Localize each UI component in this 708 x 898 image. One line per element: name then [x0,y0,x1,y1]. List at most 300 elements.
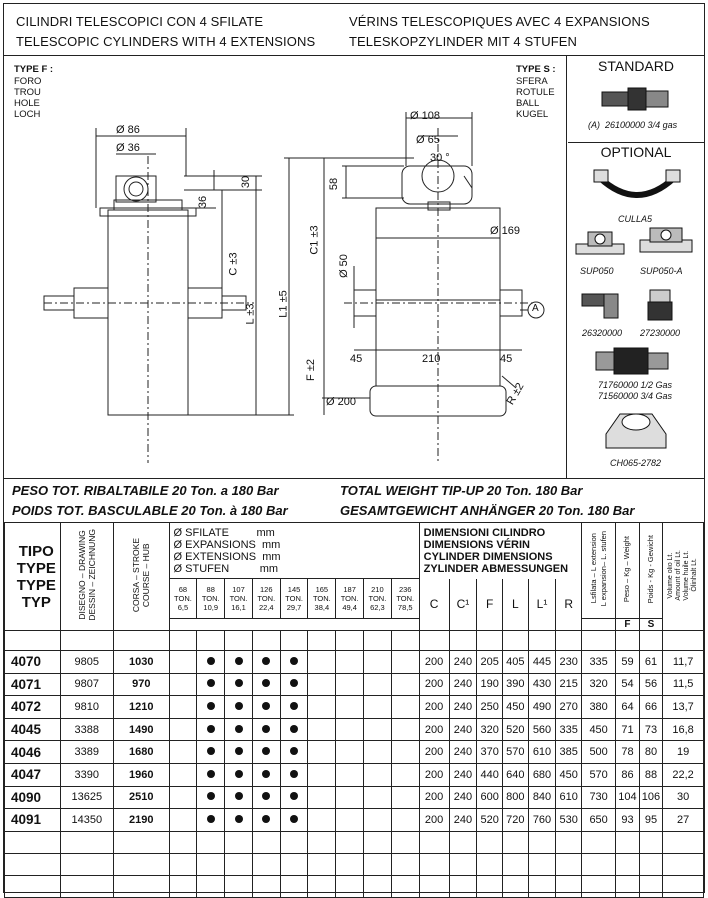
drawing-number: 9805 [60,651,113,674]
extension-cell [197,741,225,764]
dim-c1: 240 [449,651,477,674]
extension-cell [225,673,253,696]
dim-d86: Ø 86 [116,124,140,136]
extension-cell [169,651,197,674]
extension-dot [235,815,243,823]
extension-cell [336,786,364,809]
dim-c1: 240 [449,718,477,741]
table-row [5,651,704,674]
extension-cell [364,651,392,674]
ext-length: 570 [582,763,616,786]
dim-c: 200 [419,786,449,809]
extension-cell [169,696,197,719]
extension-cell [252,809,280,832]
weight-en: TOTAL WEIGHT TIP-UP 20 Ton. 180 Bar [340,483,583,498]
extension-cell [197,809,225,832]
extension-cell [336,696,364,719]
drawing-number: 9810 [60,696,113,719]
extension-cell [280,673,308,696]
dim-c: 200 [419,763,449,786]
weight-f-label: F [616,619,640,631]
item-26320000: 26320000 [582,328,623,338]
bracket-icon [602,404,670,454]
dim-r: 450 [556,763,582,786]
item-71560000: 71560000 3/4 Gas [598,391,673,401]
dim-c1: 240 [449,809,477,832]
extension-dot [290,747,298,755]
item-ch065: CH065-2782 [610,458,662,468]
extension-dot [290,815,298,823]
panel-divider [566,56,567,478]
dim-c: 200 [419,651,449,674]
dim-36: 36 [197,195,210,209]
extension-dot [262,725,270,733]
spec-table [4,522,704,898]
dim-l1: 430 [528,673,556,696]
spec-rows [5,651,704,832]
oil-volume: 22,2 [663,763,704,786]
type-f-line-4: LOCH [14,109,41,120]
title-it: CILINDRI TELESCOPICI CON 4 SFILATE [16,14,264,29]
dim-l: 570 [502,741,528,764]
drawing-header: DISEGNO – DRAWING DESSIN – ZEICHNUNG [60,523,113,631]
dim-f: 205 [477,651,503,674]
tipo-header: TIPO TYPE TYPE TYP [5,523,61,631]
cradle-icon [592,166,682,208]
dim-col-l: L [502,579,528,631]
dim-30: 30 [240,175,253,189]
extension-cell [280,809,308,832]
extension-cell [336,651,364,674]
extension-cell [225,651,253,674]
extension-dot [262,679,270,687]
ext-col-3: 107 TON. 16,1 [225,579,253,619]
extension-dot [207,747,215,755]
weight-f: 59 [616,651,640,674]
ext-length: 730 [582,786,616,809]
extension-cell [336,809,364,832]
dim-c1: 240 [449,673,477,696]
panel-separator [568,142,704,143]
standard-title: STANDARD [598,58,674,74]
weight-f: 86 [616,763,640,786]
weight-s-label: S [639,619,663,631]
technical-drawing [4,58,566,476]
dim-d50: Ø 50 [337,254,350,278]
item-sup050a: SUP050-A [640,266,683,276]
dim-r: 530 [556,809,582,832]
item-culla5: CULLA5 [618,214,653,224]
drawing-number: 3390 [60,763,113,786]
extension-dot [207,815,215,823]
dim-45-left: 45 [350,353,363,365]
type-code: 4071 [5,673,61,696]
weight-s: 61 [639,651,663,674]
title-fr: VÉRINS TELESCOPIQUES AVEC 4 EXPANSIONS [349,14,650,29]
ext-length: 320 [582,673,616,696]
extension-dot [235,679,243,687]
extension-cell [280,786,308,809]
dim-d108: Ø 108 [410,110,440,122]
dim-c1: C1 ±3 [308,225,321,255]
extension-dot [290,792,298,800]
extension-dot [290,702,298,710]
extension-dot [235,725,243,733]
extension-dot [235,792,243,800]
stroke-value: 1210 [113,696,169,719]
dim-l: 450 [502,696,528,719]
ext-length: 650 [582,809,616,832]
dim-f: 600 [477,786,503,809]
extension-cell [364,786,392,809]
extension-cell [391,763,419,786]
dim-r: 385 [556,741,582,764]
type-code: 4047 [5,763,61,786]
weight-f: 54 [616,673,640,696]
extension-cell [308,741,336,764]
section-divider [3,478,705,479]
ext-col-6: 165 TON. 38,4 [308,579,336,619]
oil-volume-header: Volume olio Lt. Amount of oil Lt. Volume huile Lt. Ölinhalt Lt. [663,523,704,631]
extension-cell [197,718,225,741]
extension-dot [207,657,215,665]
stroke-value: 1030 [113,651,169,674]
extension-dot [207,725,215,733]
extension-cell [336,718,364,741]
support-icon [574,228,626,258]
extension-dot [207,792,215,800]
extension-dot [262,792,270,800]
item-27230000: 27230000 [640,328,681,338]
dim-l: L ±3 [244,303,257,325]
weight-f: 71 [616,718,640,741]
extension-cell [169,763,197,786]
type-f-line-2: TROU [14,87,41,98]
ext-col-4: 126 TON. 22,4 [252,579,280,619]
weight-s: 56 [639,673,663,696]
extension-cell [169,786,197,809]
extension-cell [308,786,336,809]
extension-dot [262,657,270,665]
extension-cell [280,763,308,786]
extension-cell [364,763,392,786]
extension-cell [364,741,392,764]
blank-row [5,631,704,651]
table-row [5,741,704,764]
stroke-value: 1680 [113,741,169,764]
extension-cell [252,741,280,764]
weight-s: 95 [639,809,663,832]
weight-it: PESO TOT. RIBALTABILE 20 Ton. a 180 Bar [12,483,279,498]
grease-nipple-icon [598,82,674,116]
extension-cell [197,763,225,786]
extension-cell [391,651,419,674]
dim-angle: 30 ° [430,152,450,164]
extension-dot [262,770,270,778]
dim-l: 720 [502,809,528,832]
dim-l1: 490 [528,696,556,719]
ext-length: 450 [582,718,616,741]
oil-volume: 11,5 [663,673,704,696]
stroke-value: 1490 [113,718,169,741]
extension-cell [308,809,336,832]
weight-f: 78 [616,741,640,764]
dim-r: 610 [556,786,582,809]
type-f-line-1: FORO [14,76,42,87]
drawing-number: 3388 [60,718,113,741]
stroke-value: 1960 [113,763,169,786]
drawing-number: 14350 [60,809,113,832]
extension-cell [364,696,392,719]
extension-dot [262,702,270,710]
oil-volume: 27 [663,809,704,832]
weight-f: 64 [616,696,640,719]
dim-210: 210 [422,353,441,365]
dim-l: 520 [502,718,528,741]
extension-cell [391,809,419,832]
standard-caption: (A) 26100000 3/4 gas [588,120,678,130]
header-row-1 [5,523,704,579]
extension-cell [364,718,392,741]
extension-cell [197,651,225,674]
extension-dot [290,679,298,687]
extension-dot [235,747,243,755]
extension-dot [207,770,215,778]
dim-l1: 445 [528,651,556,674]
extension-cell [336,673,364,696]
extension-cell [280,651,308,674]
extension-cell [169,718,197,741]
dim-r: 335 [556,718,582,741]
dim-c: 200 [419,718,449,741]
extension-cell [280,718,308,741]
extension-cell [225,809,253,832]
type-code: 4070 [5,651,61,674]
extension-cell [197,673,225,696]
support-a-icon [638,226,694,258]
weight-f: 104 [616,786,640,809]
extension-cell [252,673,280,696]
dim-col-c1: C¹ [449,579,477,631]
extension-dot [207,679,215,687]
extension-cell [391,786,419,809]
title-de: TELESKOPZYLINDER MIT 4 STUFEN [349,34,578,49]
extension-cell [225,763,253,786]
weight-s: 73 [639,718,663,741]
extension-cell [252,786,280,809]
weight-s: 106 [639,786,663,809]
ext-col-5: 145 TON. 29,7 [280,579,308,619]
weight-fr: POIDS TOT. BASCULABLE 20 Ton. à 180 Bar [12,503,288,518]
dim-l1: 840 [528,786,556,809]
dim-c1: 240 [449,786,477,809]
extension-cell [336,741,364,764]
table-row [5,696,704,719]
dim-f: 520 [477,809,503,832]
extension-dot [235,702,243,710]
extension-dot [290,657,298,665]
cylinder-drawing-svg [4,58,566,476]
dim-l1: 610 [528,741,556,764]
ext-spacer [169,619,419,631]
extension-cell [391,718,419,741]
extension-cell [364,673,392,696]
extension-cell [225,741,253,764]
ext-length: 335 [582,651,616,674]
weight-s: 88 [639,763,663,786]
elbow-fitting-icon [580,288,624,322]
extension-cell [308,696,336,719]
dim-f: 250 [477,696,503,719]
ext-col-2: 88 TON. 10,9 [197,579,225,619]
ext-length-spacer [582,619,616,631]
type-code: 4045 [5,718,61,741]
extension-cell [225,696,253,719]
dim-d36: Ø 36 [116,142,140,154]
weight-f: 93 [616,809,640,832]
dim-d200: Ø 200 [326,396,356,408]
extension-cell [169,809,197,832]
extension-cell [336,763,364,786]
dim-r: 215 [556,673,582,696]
extension-cell [169,673,197,696]
type-f-title: TYPE F : [14,64,54,75]
weight-s-header: Poids - Kg - Gewicht [639,523,663,619]
dim-r: R ±2 [504,380,527,408]
extension-cell [225,718,253,741]
dim-d169: Ø 169 [490,225,520,237]
weight-s: 66 [639,696,663,719]
extension-dot [290,770,298,778]
straight-fitting-icon [642,288,678,324]
dim-l: 640 [502,763,528,786]
extension-cell [252,651,280,674]
table-row [5,786,704,809]
empty-rows [5,831,704,897]
type-f-line-3: HOLE [14,98,40,109]
dim-c1: 240 [449,696,477,719]
dim-c: 200 [419,809,449,832]
type-code: 4090 [5,786,61,809]
table-row [5,763,704,786]
dim-45-right: 45 [500,353,513,365]
dim-l1: 680 [528,763,556,786]
valve-icon [594,344,674,378]
extension-cell [364,809,392,832]
oil-volume: 11,7 [663,651,704,674]
table-row [5,718,704,741]
extension-cell [252,696,280,719]
oil-volume: 13,7 [663,696,704,719]
weight-f-header: Peso – Kg – Weight [616,523,640,619]
type-s-line-2: ROTULE [516,87,555,98]
dim-l1: 560 [528,718,556,741]
dim-l1: L1 ±5 [277,290,290,318]
weight-s: 80 [639,741,663,764]
extension-dot [207,702,215,710]
accessories-panel [568,58,704,476]
extension-cell [280,696,308,719]
dim-d65: Ø 65 [416,134,440,146]
ext-length: 380 [582,696,616,719]
dim-f: 320 [477,718,503,741]
item-71760000: 71760000 1/2 Gas [598,380,673,390]
extension-cell [308,718,336,741]
weight-de: GESAMTGEWICHT ANHÄNGER 20 Ton. 180 Bar [340,503,635,518]
oil-volume: 16,8 [663,718,704,741]
dim-f: F ±2 [304,359,317,381]
extension-cell [252,718,280,741]
dim-col-c: C [419,579,449,631]
extension-cell [308,673,336,696]
stroke-value: 2510 [113,786,169,809]
dim-col-r: R [556,579,582,631]
type-s-line-1: SFERA [516,76,548,87]
extension-cell [308,763,336,786]
ext-col-1: 68 TON. 6,5 [169,579,197,619]
extension-dot [262,815,270,823]
dim-l: 405 [502,651,528,674]
extension-dot [262,747,270,755]
dim-l: 800 [502,786,528,809]
extension-cell [225,786,253,809]
type-s-line-3: BALL [516,98,540,109]
dim-l1: 760 [528,809,556,832]
drawing-number: 3389 [60,741,113,764]
title-en: TELESCOPIC CYLINDERS WITH 4 EXTENSIONS [16,34,316,49]
stroke-value: 970 [113,673,169,696]
table-row [5,673,704,696]
type-s-line-4: KUGEL [516,109,549,120]
ext-length: 500 [582,741,616,764]
extension-cell [391,696,419,719]
type-s-title: TYPE S : [516,64,556,75]
stroke-header: CORSA – STROKE COURSE – HUB [113,523,169,631]
type-code: 4091 [5,809,61,832]
optional-title: OPTIONAL [600,144,672,160]
oil-volume: 30 [663,786,704,809]
ext-length-header: Lsfilata – L extension L expansion– L. stufen [582,523,616,619]
extension-cell [197,696,225,719]
dim-col-l1: L¹ [528,579,556,631]
extensions-header: Ø SFILATE mm Ø EXPANSIONS mm Ø EXTENSIONS mm Ø STUFEN mm [169,523,419,579]
callout-a: A [532,303,539,314]
ext-col-7: 187 TON. 49,4 [336,579,364,619]
dim-r: 230 [556,651,582,674]
dim-f: 440 [477,763,503,786]
extension-cell [308,651,336,674]
type-code: 4046 [5,741,61,764]
extension-cell [197,786,225,809]
dim-col-f: F [477,579,503,631]
dim-c: 200 [419,741,449,764]
extension-dot [290,725,298,733]
drawing-number: 13625 [60,786,113,809]
dim-c: C ±3 [227,252,240,276]
dim-f: 190 [477,673,503,696]
stroke-value: 2190 [113,809,169,832]
type-code: 4072 [5,696,61,719]
dim-c1: 240 [449,741,477,764]
oil-volume: 19 [663,741,704,764]
drawing-number: 9807 [60,673,113,696]
extension-cell [169,741,197,764]
extension-cell [252,763,280,786]
extension-dot [235,770,243,778]
dim-58: 58 [328,177,341,191]
dim-c: 200 [419,696,449,719]
ext-col-8: 210 TON. 62,3 [364,579,392,619]
